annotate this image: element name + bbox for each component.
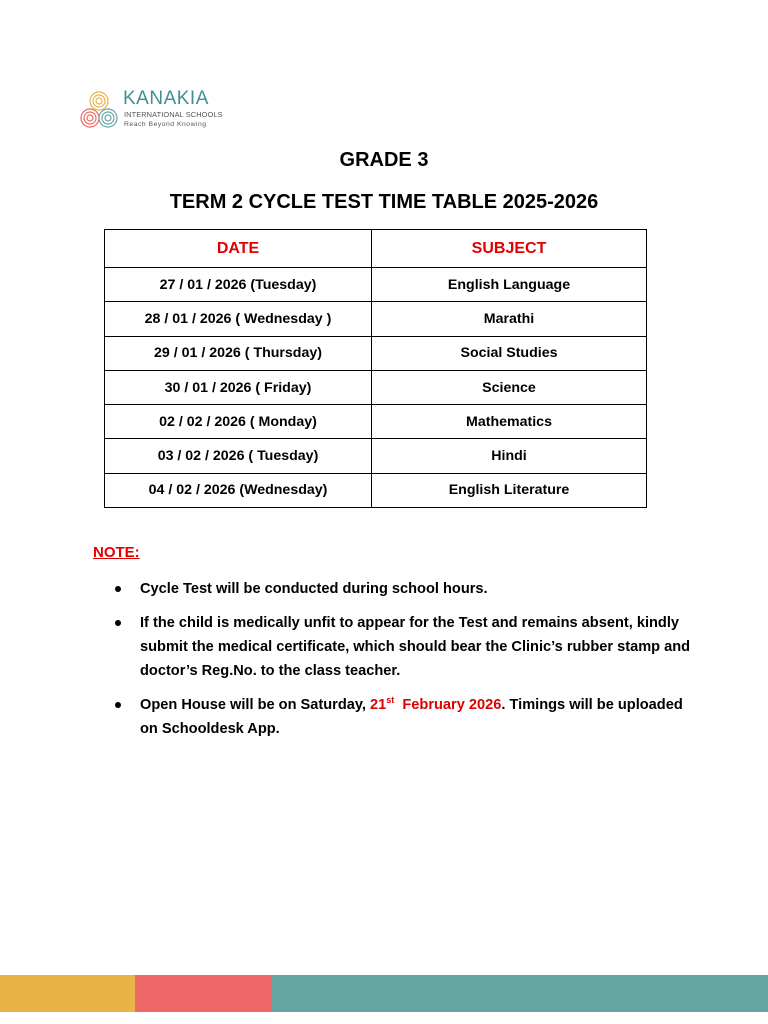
note-label: NOTE: [93, 544, 140, 561]
grade-heading: GRADE 3 [339, 149, 429, 171]
footer-stripe-yellow [0, 975, 135, 1012]
date-cell: 30 / 01 / 2026 ( Friday) [105, 370, 372, 404]
table-row [105, 370, 647, 404]
list-item [111, 693, 691, 741]
logo-name: KANAKIA [123, 88, 209, 109]
notes-list [111, 577, 691, 751]
open-house-text-start: Open House will be on Saturday, [140, 697, 371, 713]
subject-cell: Social Studies [372, 336, 647, 370]
date-cell: 04 / 02 / 2026 (Wednesday) [105, 473, 372, 507]
open-house-day-suffix: st [386, 695, 395, 706]
logo-subtitle: INTERNATIONAL SCHOOLS [124, 110, 223, 119]
school-logo [77, 88, 223, 132]
bullet-icon [115, 620, 121, 626]
table-row [105, 473, 647, 507]
date-cell: 03 / 02 / 2026 ( Tuesday) [105, 439, 372, 473]
date-cell: 28 / 01 / 2026 ( Wednesday ) [105, 302, 372, 336]
open-house-day: 21 [370, 697, 387, 713]
subject-cell: Marathi [372, 302, 647, 336]
subject-cell: Science [372, 370, 647, 404]
date-cell: 29 / 01 / 2026 ( Thursday) [105, 336, 372, 370]
bullet-icon [115, 586, 121, 592]
date-cell: 02 / 02 / 2026 ( Monday) [105, 405, 372, 439]
table-row [105, 439, 647, 473]
table-header-row [105, 230, 647, 268]
date-column-header: DATE [105, 230, 372, 268]
timetable-title: TERM 2 CYCLE TEST TIME TABLE 2025-2026 [169, 191, 599, 213]
open-house-date: February 2026 [394, 697, 502, 713]
date-cell: 27 / 01 / 2026 (Tuesday) [105, 268, 372, 302]
subject-cell: English Language [372, 268, 647, 302]
footer-stripe-red [135, 975, 271, 1012]
table-row [105, 336, 647, 370]
logo-circles-icon [77, 88, 121, 132]
subject-cell: Hindi [372, 439, 647, 473]
list-item [111, 611, 691, 683]
open-house-text-end: . Timings will be uploaded on Schooldesk App. [140, 697, 683, 737]
table-row [105, 268, 647, 302]
table-row [105, 302, 647, 336]
logo-tagline: Reach Beyond Knowing [124, 121, 207, 128]
note-text: If the child is medically unfit to appear for the Test and remains absent, kindly submit the medical certificate, which should bear the Clinic’s rubber stamp and doctor’s Reg.No. to the class teacher. [140, 615, 691, 679]
table-row [105, 405, 647, 439]
bullet-icon [115, 702, 121, 708]
list-item [111, 577, 691, 601]
timetable [104, 229, 647, 508]
subject-column-header: SUBJECT [372, 230, 647, 268]
footer-stripe-teal [271, 975, 768, 1012]
note-text: Cycle Test will be conducted during school hours. [140, 581, 488, 597]
subject-cell: Mathematics [372, 405, 647, 439]
subject-cell: English Literature [372, 473, 647, 507]
